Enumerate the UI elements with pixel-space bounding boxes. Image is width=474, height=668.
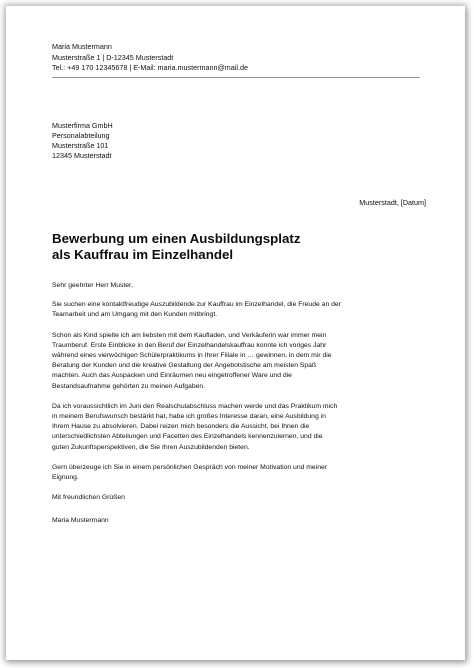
paragraph-line: Schon als Kind spielte ich am liebsten mit dem Kaufladen, und Verkäuferin war immer mein: [52, 331, 327, 339]
letter-content: [52, 42, 434, 525]
paragraph-line: in meinem Berufswunsch bestärkt hat, habe ich großes Interesse daran, eine Ausbildung in: [52, 413, 326, 421]
letter-page: [6, 6, 465, 660]
paragraph-line: Ihrem Hause zu absolvieren. Dabei reizen mich besonders die Aussicht, bei Ihnen die: [52, 423, 310, 431]
recipient-street: Musterstraße 101: [52, 141, 109, 151]
subject-heading: [52, 231, 434, 264]
header-divider: [52, 77, 420, 78]
recipient-company: Musterfirma GmbH: [52, 120, 113, 130]
closing-phrase: Mit freundlichen Grüßen: [52, 494, 125, 502]
signature-name: Maria Mustermann: [52, 516, 109, 524]
sender-block: [52, 42, 434, 78]
sender-name: Maria Mustermann: [52, 42, 112, 51]
sender-contact: Tel.: +49 170 12345678 | E-Mail: maria.mustermann@mail.de: [52, 63, 248, 73]
subject-line-1: Bewerbung um einen Ausbildungsplatz: [52, 230, 301, 246]
paragraph-line: Teamarbeit und am Umgang mit den Kunden mitbringt.: [52, 311, 218, 319]
paragraph-line: Eignung.: [52, 474, 79, 482]
salutation: Sehr geehrter Herr Muster,: [52, 281, 133, 289]
body-paragraph-2: [52, 331, 426, 392]
paragraph-line: unterschiedlichsten Abteilungen und Facetten des Einzelhandels kennenzulernen, und die: [52, 433, 323, 441]
paragraph-line: während eines vierwöchigen Schülerpraktikums in Ihrer Filiale in … gewinnen, in dem mir die: [52, 352, 332, 359]
paragraph-line: guten Zukunftsperspektiven, die Sie Ihren Auszubildenden bieten.: [52, 443, 250, 451]
subject-line-2: als Kauffrau im Einzelhandel: [52, 247, 234, 263]
recipient-city: 12345 Musterstadt: [52, 151, 112, 161]
paragraph-line: Da ich voraussichtlich im Juni den Realschulabschluss machen werde und das Praktikum mich: [52, 402, 338, 410]
paragraph-line: Bestandsaufnahme gehörten zu meinen Aufgaben.: [52, 382, 206, 390]
body-paragraph-3: [52, 402, 426, 453]
paragraph-line: Traumberuf. Erste Einblicke in den Beruf der Einzelhandelskauffrau konnte ich voriges Jahr: [52, 341, 327, 349]
sender-address: Musterstraße 1 | D-12345 Musterstadt: [52, 52, 174, 62]
paragraph-line: machten. Auch das Auspacken und Einräumen neu eingetroffener Ware und die: [52, 372, 292, 380]
recipient-block: [52, 121, 434, 162]
date-line: Musterstadt, [Datum]: [359, 197, 426, 207]
paragraph-line: Gern überzeuge ich Sie in einem persönlichen Gespräch von meiner Motivation und meiner: [52, 463, 328, 471]
paragraph-line: Beratung der Kunden und die kreative Gestaltung der Angebotstische am meisten Spaß: [52, 362, 317, 370]
body-paragraph-4: [52, 463, 426, 483]
recipient-department: Personalabteilung: [52, 130, 110, 140]
body-paragraph-1: [52, 300, 426, 320]
paragraph-line: Sie suchen eine kontaktfreudige Auszubildende zur Kauffrau im Einzelhandel, die Freude an der: [52, 301, 341, 309]
